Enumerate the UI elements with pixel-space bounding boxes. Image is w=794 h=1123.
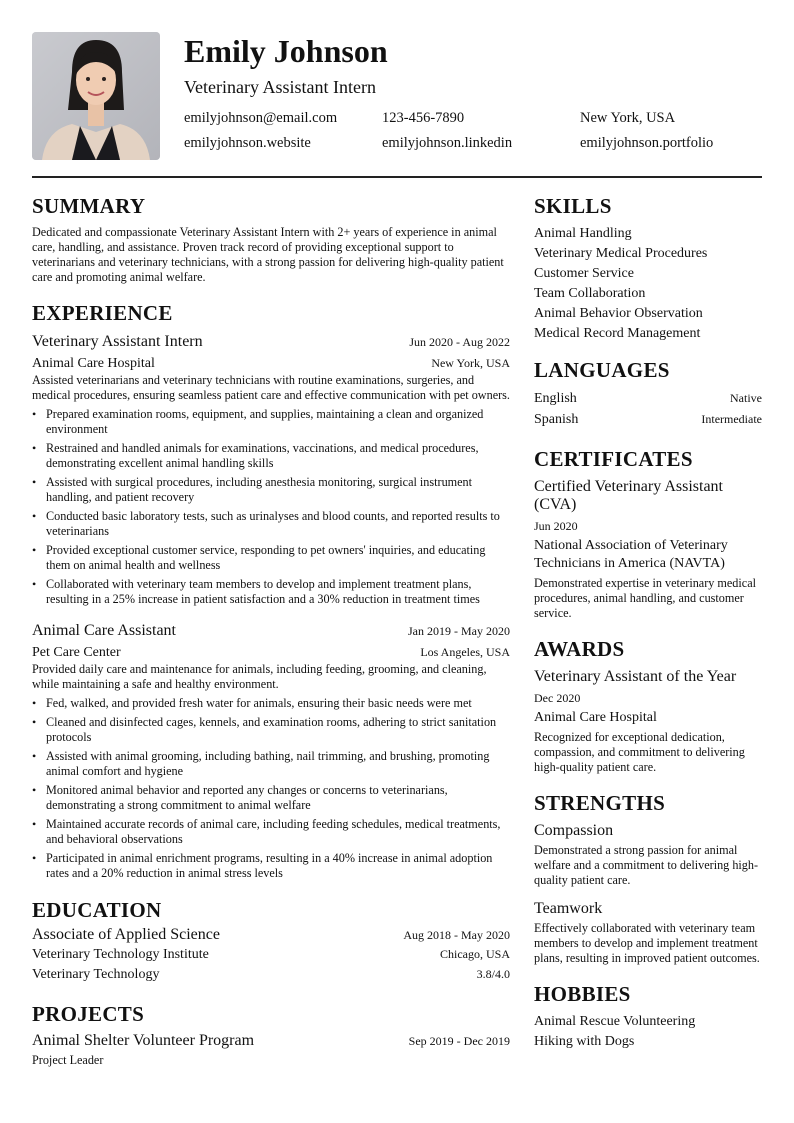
projects-heading: PROJECTS — [32, 1002, 145, 1026]
hobby-item: Animal Rescue Volunteering — [534, 1014, 696, 1029]
bullet-item: • Provided exceptional customer service, responding to pet owners' inquiries, and educating them on animal health and wellness — [32, 543, 510, 573]
job-role: Veterinary Assistant Intern — [32, 333, 203, 350]
contact-linkedin[interactable]: emilyjohnson.linkedin — [382, 135, 513, 151]
job-description: Assisted veterinarians and veterinary technicians with routine examinations, surgeries, and medical procedures, ensuring seamless patient care and effective communication with pet owners. — [32, 373, 510, 402]
hobbies-section — [534, 981, 762, 1052]
award-issuer: Animal Care Hospital — [534, 710, 657, 725]
bullet-item: • Monitored animal behavior and reported any changes or concerns to veterinarians, demonstrating a strong commitment to animal welfare — [32, 783, 510, 813]
bullet-item: • Restrained and handled animals for examinations, vaccinations, and medical procedures, demonstrating excellent animal handling skills — [32, 441, 510, 471]
candidate-name: Emily Johnson — [184, 33, 388, 69]
award-name: Veterinary Assistant of the Year — [534, 668, 737, 685]
candidate-title: Veterinary Assistant Intern — [184, 77, 376, 97]
job-bullets — [32, 407, 510, 607]
education-dates: Aug 2018 - May 2020 — [403, 928, 510, 942]
job-dates: Jan 2019 - May 2020 — [408, 624, 510, 638]
contact-phone[interactable]: 123-456-7890 — [382, 110, 465, 126]
job-dates: Jun 2020 - Aug 2022 — [409, 335, 510, 349]
awards-heading: AWARDS — [534, 637, 625, 661]
education-school: Veterinary Technology Institute — [32, 947, 209, 962]
education-degree: Associate of Applied Science — [32, 926, 220, 943]
bullet-item: • Assisted with surgical procedures, including anesthesia monitoring, surgical instrument handling, and patient recovery — [32, 475, 510, 505]
bullet-item: • Fed, walked, and provided fresh water for animals, ensuring their basic needs were met — [32, 696, 510, 711]
certificate-date: Jun 2020 — [534, 519, 578, 533]
header-divider — [32, 176, 762, 178]
job-entry — [32, 621, 510, 881]
language-name: English — [534, 391, 577, 406]
bullet-item: • Conducted basic laboratory tests, such as urinalyses and blood counts, and reported results to veterinarians — [32, 509, 510, 539]
right-column — [534, 193, 762, 1052]
bullet-item: • Participated in animal enrichment programs, resulting in a 40% increase in animal adoption rates and a 20% reduction in animal stress levels — [32, 851, 510, 881]
award-date: Dec 2020 — [534, 691, 581, 705]
certificate-issuer: National Association of Veterinary Technicians in America (NAVTA) — [534, 538, 728, 571]
language-name: Spanish — [534, 412, 579, 427]
contact-website[interactable]: emilyjohnson.website — [184, 135, 311, 151]
job-location: Los Angeles, USA — [420, 645, 510, 659]
hobbies-heading: HOBBIES — [534, 982, 631, 1006]
skills-section — [534, 193, 762, 344]
languages-heading: LANGUAGES — [534, 358, 670, 382]
skill-item: Medical Record Management — [534, 326, 701, 341]
left-column — [32, 193, 510, 1068]
job-company: Pet Care Center — [32, 645, 121, 660]
bullet-item: • Assisted with animal grooming, including bathing, nail trimming, and brushing, promoting animal comfort and hygiene — [32, 749, 510, 779]
summary-section — [32, 193, 510, 285]
contact-info — [184, 109, 762, 152]
strengths-section — [534, 790, 762, 966]
hobby-item: Hiking with Dogs — [534, 1034, 635, 1049]
resume-header — [32, 32, 762, 160]
education-field: Veterinary Technology — [32, 967, 160, 982]
summary-heading: SUMMARY — [32, 194, 146, 218]
bullet-item: • Maintained accurate records of animal care, including feeding schedules, medical treatments, and behavioral observations — [32, 817, 510, 847]
strength-description: Effectively collaborated with veterinary team members to develop and implement treatment plans, resulting in improved patient outcomes. — [534, 921, 760, 965]
job-role: Animal Care Assistant — [32, 622, 176, 639]
job-entry — [32, 332, 510, 607]
contact-location: New York, USA — [580, 110, 676, 126]
education-section — [32, 897, 510, 985]
experience-heading: EXPERIENCE — [32, 301, 173, 325]
project-role: Project Leader — [32, 1053, 104, 1067]
experience-section — [32, 300, 510, 881]
skill-item: Customer Service — [534, 266, 634, 281]
summary-text: Dedicated and compassionate Veterinary Assistant Intern with 2+ years of experience in animal care, handling, and assistance. Proven track record of providing exceptional support to veterinarians and veterinary technicians, with a strong passion for delivering high-quality patient care and promoting animal welfare. — [32, 225, 504, 284]
project-dates: Sep 2019 - Dec 2019 — [408, 1034, 510, 1048]
language-level: Native — [730, 391, 762, 405]
language-level: Intermediate — [701, 412, 762, 426]
languages-section — [534, 357, 762, 430]
skill-item: Animal Handling — [534, 226, 632, 241]
profile-photo — [32, 32, 160, 160]
contact-email[interactable]: emilyjohnson@email.com — [184, 110, 338, 126]
strength-name: Compassion — [534, 822, 614, 839]
project-name: Animal Shelter Volunteer Program — [32, 1032, 255, 1049]
skill-item: Veterinary Medical Procedures — [534, 246, 708, 261]
bullet-item: • Collaborated with veterinary team members to develop and implement treatment plans, resulting in a 25% increase in patient satisfaction and a 30% reduction in treatment times — [32, 577, 510, 607]
strength-name: Teamwork — [534, 900, 603, 917]
job-company: Animal Care Hospital — [32, 356, 155, 371]
skill-item: Team Collaboration — [534, 286, 646, 301]
skills-heading: SKILLS — [534, 194, 612, 218]
bullet-item: • Cleaned and disinfected cages, kennels, and examination rooms, adhering to strict sanitation protocols — [32, 715, 510, 745]
education-gpa: 3.8/4.0 — [476, 967, 510, 981]
job-location: New York, USA — [431, 356, 510, 370]
projects-section — [32, 1001, 510, 1068]
certificate-name: Certified Veterinary Assistant (CVA) — [534, 478, 723, 513]
job-bullets — [32, 696, 510, 881]
awards-section — [534, 636, 762, 775]
certificates-section — [534, 446, 762, 621]
job-description: Provided daily care and maintenance for animals, including feeding, grooming, and cleaning, while maintaining a safe and healthy environment. — [32, 662, 487, 691]
certificates-heading: CERTIFICATES — [534, 447, 693, 471]
contact-portfolio[interactable]: emilyjohnson.portfolio — [580, 135, 714, 151]
strengths-heading: STRENGTHS — [534, 791, 666, 815]
education-heading: EDUCATION — [32, 898, 162, 922]
bullet-item: • Prepared examination rooms, equipment, and supplies, maintaining a clean and organized environment — [32, 407, 510, 437]
skill-item: Animal Behavior Observation — [534, 306, 703, 321]
certificate-description: Demonstrated expertise in veterinary medical procedures, animal handling, and customer service. — [534, 576, 756, 620]
strength-description: Demonstrated a strong passion for animal welfare and a commitment to delivering high-quality patient care. — [534, 843, 759, 887]
award-description: Recognized for exceptional dedication, compassion, and commitment to delivering high-quality patient care. — [534, 730, 745, 774]
education-location: Chicago, USA — [440, 947, 510, 961]
